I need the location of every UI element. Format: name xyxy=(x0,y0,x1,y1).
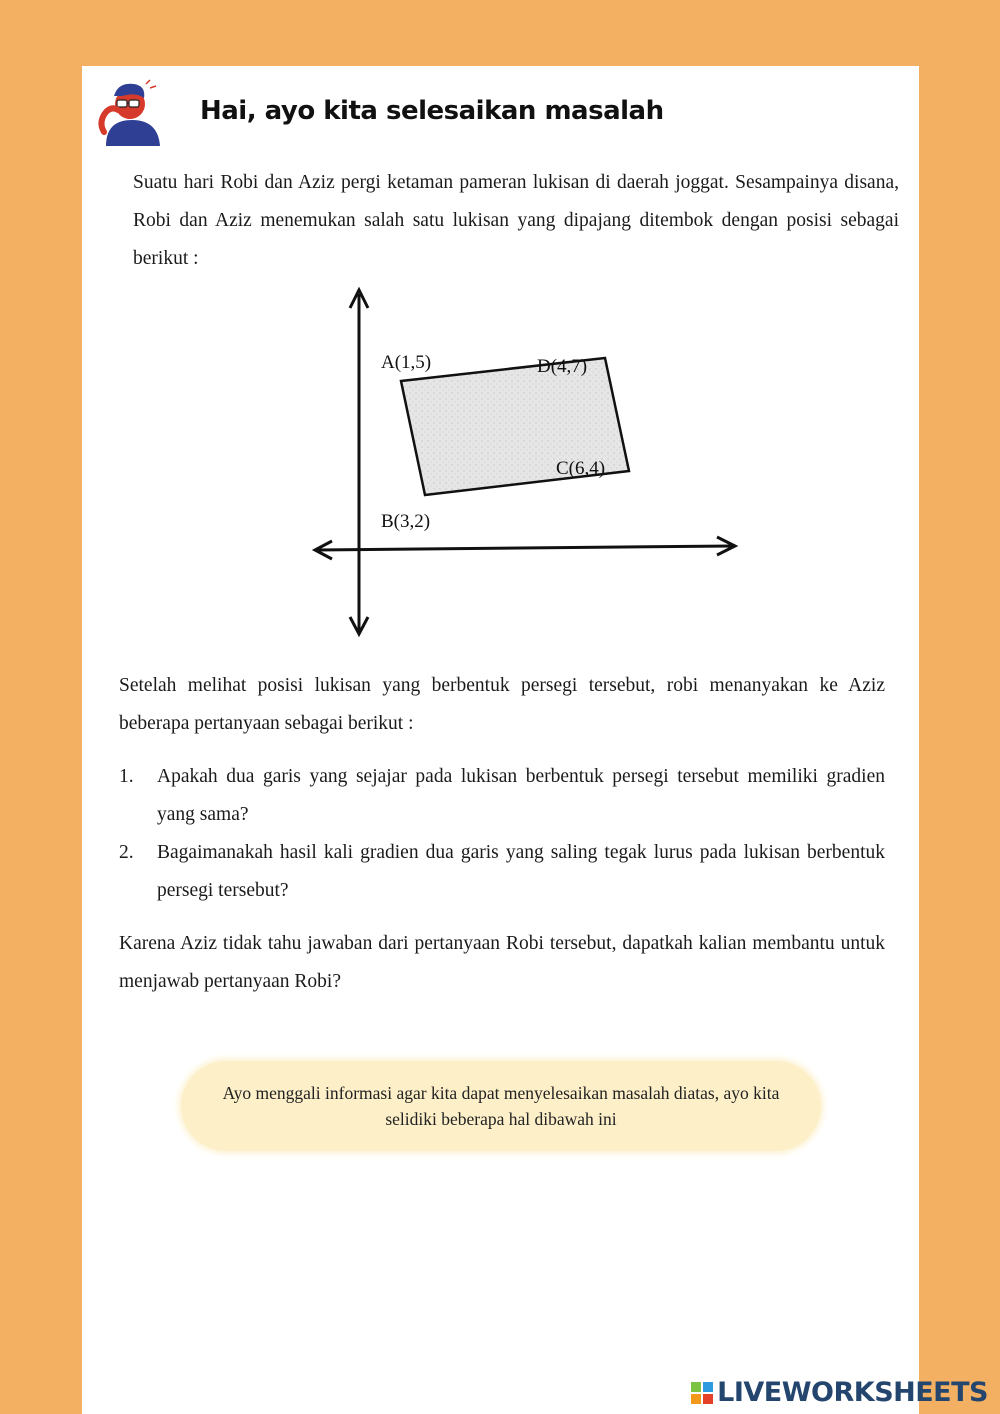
question-item xyxy=(119,834,885,910)
question-list xyxy=(119,758,885,910)
closing-paragraph: Karena Aziz tidak tahu jawaban dari pertanyaan Robi tersebut, dapatkah kalian membantu untuk menjawab pertanyaan Robi? xyxy=(119,933,885,992)
liveworksheets-watermark[interactable] xyxy=(690,1377,988,1408)
question-number: 1. xyxy=(119,766,134,787)
intro-paragraph: Suatu hari Robi dan Aziz pergi ketaman pameran lukisan di daerah joggat. Sesampainya disana, Robi dan Aziz menemukan salah satu lukisan yang dipajang ditembok dengan posisi sebagai berikut : xyxy=(133,172,899,269)
info-bubble-text: Ayo menggali informasi agar kita dapat menyelesaikan masalah diatas, ayo kita selidiki beberapa hal dibawah ini xyxy=(222,1083,780,1129)
info-bubble xyxy=(181,1061,821,1151)
question-item xyxy=(119,758,885,834)
liveworksheets-logo-icon xyxy=(690,1381,714,1405)
question-text: Bagaimanakah hasil kali gradien dua garis yang saling tegak lurus pada lukisan berbentuk persegi tersebut? xyxy=(157,842,885,901)
question-text: Apakah dua garis yang sejajar pada lukisan berbentuk persegi tersebut memiliki gradien yang sama? xyxy=(157,766,885,825)
followup-paragraph: Setelah melihat posisi lukisan yang berbentuk persegi tersebut, robi menanyakan ke Aziz beberapa pertanyaan sebagai berikut : xyxy=(119,675,885,734)
x-axis xyxy=(317,546,732,550)
worksheet-page xyxy=(82,66,919,1414)
point-label-c: C(6,4) xyxy=(556,458,606,479)
thinking-student-icon xyxy=(92,76,166,146)
square-coordinate-diagram xyxy=(307,284,747,639)
page-title: Hai, ayo kita selesaikan masalah xyxy=(200,96,664,126)
watermark-text: LIVEWORKSHEETS xyxy=(717,1377,988,1408)
point-label-a: A(1,5) xyxy=(381,352,432,373)
question-number: 2. xyxy=(119,842,134,863)
point-label-b: B(3,2) xyxy=(381,511,431,532)
point-label-d: D(4,7) xyxy=(537,356,588,377)
